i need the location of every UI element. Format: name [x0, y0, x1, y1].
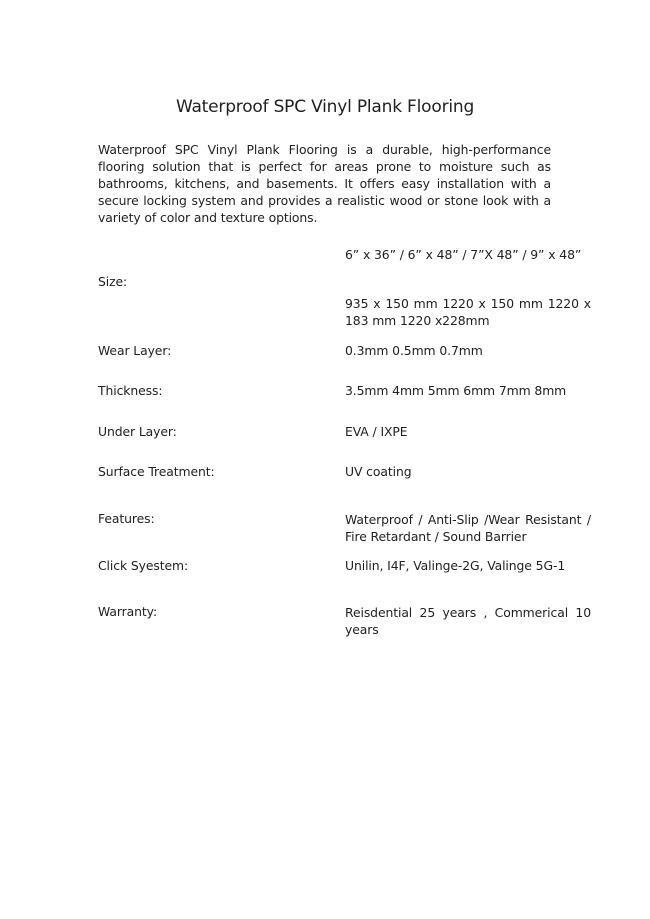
wear-layer-value: 0.3mm 0.5mm 0.7mm: [345, 343, 483, 358]
under-layer-value: EVA / IXPE: [345, 424, 408, 439]
page-title: Waterproof SPC Vinyl Plank Flooring: [175, 97, 475, 117]
intro-paragraph: Waterproof SPC Vinyl Plank Flooring is a durable, high-performance flooring solution that is perfect for areas prone to moisture such as bathrooms, kitchens, and basements. It offers easy installation with a secure locking system and provides a realistic wood or stone look with a variety of color and texture options.: [98, 142, 551, 225]
size-label: Size:: [98, 274, 128, 289]
wear-layer-label: Wear Layer:: [98, 343, 172, 358]
features-label: Features:: [98, 511, 155, 526]
thickness-value: 3.5mm 4mm 5mm 6mm 7mm 8mm: [345, 383, 567, 398]
size-metric-value: 935 x 150 mm 1220 x 150 mm 1220 x 183 mm 1220 x228mm: [345, 296, 591, 328]
click-system-value: Unilin, I4F, Valinge-2G, Valinge 5G-1: [345, 558, 566, 573]
surface-treatment-label: Surface Treatment:: [98, 464, 215, 479]
features-value: Waterproof / Anti-Slip /Wear Resistant / Fire Retardant / Sound Barrier: [345, 512, 591, 544]
warranty-value: Reisdential 25 years , Commerical 10 years: [345, 605, 591, 637]
surface-treatment-value: UV coating: [345, 464, 412, 479]
click-system-label: Click Syestem:: [98, 558, 189, 573]
warranty-label: Warranty:: [98, 604, 158, 619]
size-imperial-value: 6” x 36” / 6” x 48” / 7”X 48” / 9” x 48”: [345, 247, 582, 262]
under-layer-label: Under Layer:: [98, 424, 177, 439]
thickness-label: Thickness:: [98, 383, 163, 398]
